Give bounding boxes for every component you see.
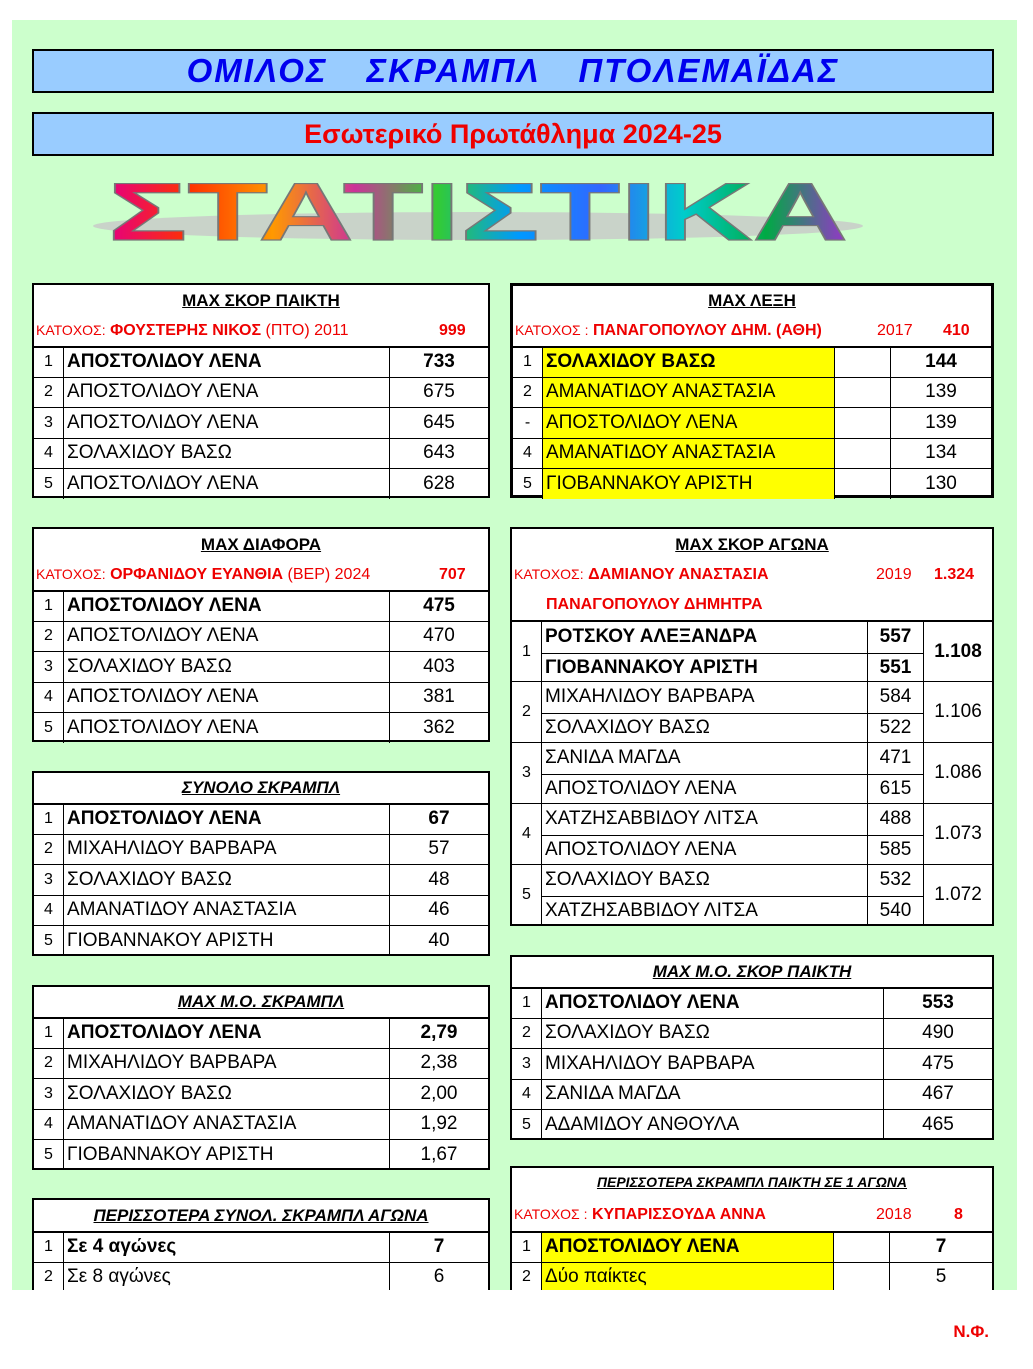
record-holder: ΚΑΤΟΧΟΣ : ΠΑΝΑΓΟΠΟΥΛΟΥ ΔΗΜ. (ΑΘΗ) [515,322,822,339]
player-name-cell: ΑΠΟΣΤΟΛΙΔΟΥ ΛΕΝΑ [542,835,868,866]
name-cell: ΑΜΑΝΑΤΙΔΟΥ ΑΝΑΣΤΑΣΙΑ [543,378,835,408]
name-cell: ΑΠΟΣΤΟΛΙΔΟΥ ΛΕΝΑ [64,469,390,499]
player-name-cell: ΣΟΛΑΧΙΔΟΥ ΒΑΣΩ [542,713,868,744]
rank-cell: 5 [34,713,64,743]
table-total-scrabbles [32,771,490,956]
rank-cell: 3 [34,652,64,682]
name-cell: ΑΠΟΣΤΟΛΙΔΟΥ ΛΕΝΑ [64,592,390,621]
table-row [34,651,488,682]
record-year: 2018 [876,1206,912,1223]
record-value: 410 [943,322,970,339]
name-cell: ΜΙΧΑΗΛΙΔΟΥ ΒΑΡΒΑΡΑ [64,1049,390,1079]
table-title: ΜΑΧ ΛΕΞΗ [708,291,796,310]
table-row [512,987,992,1018]
record-value: 8 [954,1206,963,1223]
empty-cell [835,348,891,377]
name-cell: ΣΟΛΑΧΙΔΟΥ ΒΑΣΩ [543,348,835,377]
player-name-cell: ΡΟΤΣΚΟΥ ΑΛΕΞΑΝΔΡΑ [542,622,868,653]
record-value: 707 [439,566,466,583]
name-cell: ΣΑΝΙΔΑ ΜΑΓΔΑ [542,1080,884,1110]
table-row [34,590,488,621]
rank-cell: 5 [34,926,64,956]
value-cell: 675 [423,381,455,403]
player-score-cell: 522 [868,713,924,744]
value-cell: 645 [423,411,455,433]
word-art-text: ΣΤΑΤΙΣΤΙΚΑ [108,170,848,256]
table-max-avg-player-score [510,955,994,1140]
rank-cell: 1 [34,348,64,377]
name-cell: ΑΠΟΣΤΟΛΙΔΟΥ ΛΕΝΑ [64,378,390,408]
signature: Ν.Φ. [953,1322,989,1341]
table-row [34,1078,488,1109]
table-row [34,468,488,499]
rank-cell: 1 [512,1233,542,1262]
rank-cell: 3 [34,408,64,438]
value-cell: 362 [423,716,455,738]
rank-cell: 1 [512,622,542,681]
table-row [34,1017,488,1048]
value-cell: 628 [423,472,455,494]
table-row [34,682,488,713]
club-title: ΟΜΙΛΟΣ ΣΚΡΑΜΠΛ ΠΤΟΛΕΜΑΪΔΑΣ [32,49,994,93]
player-name-cell: ΣΟΛΑΧΙΔΟΥ ΒΑΣΩ [542,865,868,896]
table-row [512,1109,992,1140]
rank-cell: 4 [34,439,64,469]
table-title: ΜΑΧ Μ.Ο. ΣΚΟΡ ΠΑΙΚΤΗ [652,962,852,981]
table-row [34,925,488,956]
rank-cell: 3 [512,1049,542,1079]
empty-cell [835,408,891,438]
value-cell: 134 [925,442,957,464]
table-row [512,1231,992,1262]
table-title: ΜΑΧ ΔΙΑΦΟΡΑ [200,535,322,554]
table-row [512,1079,992,1110]
table-max-word [510,283,994,498]
rank-cell: 5 [512,1110,542,1140]
value-cell: 5 [935,1266,947,1288]
rank-cell: 5 [34,469,64,499]
game-group [512,864,992,925]
value-cell: 46 [428,899,450,921]
name-cell: ΑΠΟΣΤΟΛΙΔΟΥ ΛΕΝΑ [64,683,390,713]
name-cell: ΣΟΛΑΧΙΔΟΥ ΒΑΣΩ [64,439,390,469]
name-cell: ΑΜΑΝΑΤΙΔΟΥ ΑΝΑΣΤΑΣΙΑ [64,1110,390,1140]
player-score-cell: 532 [868,865,924,896]
table-row [512,1048,992,1079]
table-title: ΣΥΝΟΛΟ ΣΚΡΑΜΠΛ [181,778,341,797]
value-cell: 465 [922,1113,954,1135]
table-row [34,438,488,469]
player-name-cell: ΧΑΤΖΗΣΑΒΒΙΔΟΥ ΛΙΤΣΑ [542,804,868,835]
rank-cell: 1 [34,1233,64,1262]
value-cell: 7 [433,1236,445,1258]
rank-cell: 2 [34,378,64,408]
value-cell: 475 [922,1052,954,1074]
game-group [512,742,992,803]
name-cell: Σε 4 αγώνες [64,1233,390,1262]
value-cell: 1,92 [420,1113,458,1135]
name-cell: ΑΜΑΝΑΤΙΔΟΥ ΑΝΑΣΤΑΣΙΑ [64,896,390,926]
table-row [34,1048,488,1079]
pair-total-cell: 1.073 [934,823,982,844]
player-score-cell: 584 [868,682,924,713]
table-row [513,346,991,377]
table-row [34,377,488,408]
player-score-cell: 557 [868,622,924,653]
value-cell: 130 [925,472,957,494]
table-row [513,407,991,438]
value-cell: 553 [922,992,954,1014]
record-value: 1.324 [934,566,975,583]
table-row [34,621,488,652]
name-cell: ΑΠΟΣΤΟΛΙΔΟΥ ΛΕΝΑ [542,989,884,1018]
player-name-cell: ΑΠΟΣΤΟΛΙΔΟΥ ΛΕΝΑ [542,774,868,805]
rank-cell: - [513,408,543,438]
record-value: 999 [439,322,466,339]
rank-cell: 5 [512,865,542,925]
table-title: ΠΕΡΙΣΣΟΤΕΡΑ ΣΥΝΟΛ. ΣΚΡΑΜΠΛ ΑΓΩΝΑ [93,1206,429,1225]
pair-total-cell: 1.086 [934,762,982,783]
empty-cell [834,1233,890,1262]
table-row [34,1231,488,1262]
rank-cell: 2 [34,1049,64,1079]
table-row [512,1262,992,1293]
player-name-cell: ΧΑΤΖΗΣΑΒΒΙΔΟΥ ΛΙΤΣΑ [542,896,868,927]
rank-cell: 5 [513,469,543,499]
table-row [513,468,991,499]
value-cell: 2,79 [420,1022,458,1044]
rank-cell: 3 [34,1079,64,1109]
value-cell: 467 [922,1083,954,1105]
record-year: 2017 [877,322,913,339]
value-cell: 6 [433,1266,445,1288]
table-title: ΜΑΧ Μ.Ο. ΣΚΡΑΜΠΛ [177,992,345,1011]
rank-cell: 2 [513,378,543,408]
name-cell: ΜΙΧΑΗΛΙΔΟΥ ΒΑΡΒΑΡΑ [64,835,390,865]
name-cell: ΣΟΛΑΧΙΔΟΥ ΒΑΣΩ [64,865,390,895]
value-cell: 2,00 [420,1082,458,1104]
name-cell: ΑΠΟΣΤΟΛΙΔΟΥ ΛΕΝΑ [64,805,390,834]
rank-cell: 2 [34,1263,64,1293]
value-cell: 733 [423,351,455,373]
table-row [34,864,488,895]
table-row [34,712,488,743]
record-holder: ΚΑΤΟΧΟΣ : ΚΥΠΑΡΙΣΣΟΥΔΑ ΑΝΝΑ [514,1206,766,1223]
player-score-cell: 585 [868,835,924,866]
value-cell: 2,38 [420,1052,458,1074]
record-year: 2019 [876,566,912,583]
pair-total-cell: 1.106 [934,701,982,722]
table-row [34,895,488,926]
game-group [512,620,992,681]
pair-total-cell: 1.072 [934,884,982,905]
name-cell: ΓΙΟΒΑΝΝΑΚΟΥ ΑΡΙΣΤΗ [543,469,835,499]
value-cell: 490 [922,1022,954,1044]
value-cell: 144 [925,351,957,373]
rank-cell: 2 [34,835,64,865]
name-cell: Σε 8 αγώνες [64,1263,390,1293]
rank-cell: 2 [34,622,64,652]
name-cell: ΣΟΛΑΧΙΔΟΥ ΒΑΣΩ [542,1019,884,1049]
table-title: ΜΑΧ ΣΚΟΡ ΠΑΙΚΤΗ [182,291,340,310]
table-max-difference [32,527,490,742]
rank-cell: 1 [34,592,64,621]
name-cell: ΑΠΟΣΤΟΛΙΔΟΥ ΛΕΝΑ [64,622,390,652]
table-row [512,1018,992,1049]
record-holder: ΚΑΤΟΧΟΣ: ΔΑΜΙΑΝΟΥ ΑΝΑΣΤΑΣΙΑ [514,566,769,583]
name-cell: ΜΙΧΑΗΛΙΔΟΥ ΒΑΡΒΑΡΑ [542,1049,884,1079]
record-holder: ΚΑΤΟΧΟΣ: ΟΡΦΑΝΙΔΟΥ ΕΥΑΝΘΙΑ (ΒΕΡ) 2024 [36,566,371,583]
rank-cell: 3 [34,865,64,895]
name-cell: ΑΜΑΝΑΤΙΔΟΥ ΑΝΑΣΤΑΣΙΑ [543,439,835,469]
player-score-cell: 540 [868,896,924,927]
rank-cell: 2 [512,1019,542,1049]
rank-cell: 1 [34,805,64,834]
game-group [512,803,992,864]
name-cell: Δύο παίκτες [542,1263,834,1293]
page-bottom-margin [0,1290,1033,1369]
empty-cell [835,439,891,469]
rank-cell: 1 [512,989,542,1018]
value-cell: 139 [925,411,957,433]
name-cell: ΑΠΟΣΤΟΛΙΔΟΥ ΛΕΝΑ [64,348,390,377]
empty-cell [834,1263,890,1293]
rank-cell: 4 [34,1110,64,1140]
game-score-groups [512,620,992,926]
value-cell: 475 [423,595,455,617]
record-holder: ΚΑΤΟΧΟΣ: ΦΟΥΣΤΕΡΗΣ ΝΙΚΟΣ (ΠΤΟ) 2011 [36,322,349,339]
pair-total-cell: 1.108 [934,640,982,662]
rank-cell: 2 [512,1263,542,1293]
table-most-player-scrabbles-game [510,1166,994,1296]
name-cell: ΑΠΟΣΤΟΛΙΔΟΥ ΛΕΝΑ [64,1019,390,1048]
table-row [34,1139,488,1170]
value-cell: 57 [428,838,450,860]
table-title: ΜΑΧ ΣΚΟΡ ΑΓΩΝΑ [675,535,829,554]
game-group [512,681,992,742]
player-name-cell: ΣΑΝΙΔΑ ΜΑΓΔΑ [542,743,868,774]
value-cell: 381 [423,686,455,708]
value-cell: 470 [423,625,455,647]
table-row [34,834,488,865]
name-cell: ΣΟΛΑΧΙΔΟΥ ΒΑΣΩ [64,1079,390,1109]
table-row [34,1262,488,1293]
name-cell: ΑΔΑΜΙΔΟΥ ΑΝΘΟΥΛΑ [542,1110,884,1140]
table-row [34,1109,488,1140]
name-cell: ΣΟΛΑΧΙΔΟΥ ΒΑΣΩ [64,652,390,682]
rank-cell: 4 [512,1080,542,1110]
table-title: ΠΕΡΙΣΣΟΤΕΡΑ ΣΚΡΑΜΠΛ ΠΑΙΚΤΗ ΣΕ 1 ΑΓΩΝΑ [596,1174,908,1190]
table-max-player-score [32,283,490,498]
value-cell: 1,67 [420,1143,458,1165]
table-row [34,346,488,377]
rank-cell: 1 [34,1019,64,1048]
value-cell: 7 [935,1236,947,1258]
table-row [34,803,488,834]
table-most-total-scrabbles-game [32,1198,490,1296]
value-cell: 643 [423,442,455,464]
rank-cell: 3 [512,743,542,803]
name-cell: ΓΙΟΒΑΝΝΑΚΟΥ ΑΡΙΣΤΗ [64,926,390,956]
value-cell: 40 [428,929,450,951]
name-cell: ΑΠΟΣΤΟΛΙΔΟΥ ΛΕΝΑ [64,408,390,438]
value-cell: 403 [423,655,455,677]
rank-cell: 4 [34,683,64,713]
player-score-cell: 615 [868,774,924,805]
rank-cell: 4 [513,439,543,469]
player-name-cell: ΓΙΟΒΑΝΝΑΚΟΥ ΑΡΙΣΤΗ [542,653,868,684]
player-name-cell: ΜΙΧΑΗΛΙΔΟΥ ΒΑΡΒΑΡΑ [542,682,868,713]
name-cell: ΑΠΟΣΤΟΛΙΔΟΥ ΛΕΝΑ [543,408,835,438]
player-score-cell: 488 [868,804,924,835]
empty-cell [835,469,891,499]
table-row [513,438,991,469]
value-cell: 139 [925,381,957,403]
value-cell: 48 [428,868,450,890]
rank-cell: 2 [512,682,542,742]
record-holder-partner: ΠΑΝΑΓΟΠΟΥΛΟΥ ΔΗΜΗΤΡΑ [546,596,763,613]
empty-cell [835,378,891,408]
player-score-cell: 471 [868,743,924,774]
championship-title: Εσωτερικό Πρωτάθλημα 2024-25 [32,112,994,156]
table-row [34,407,488,438]
statistics-word-art [88,170,868,256]
table-max-game-score [510,527,994,926]
rank-cell: 4 [34,896,64,926]
player-score-cell: 551 [868,653,924,684]
rank-cell: 5 [34,1140,64,1170]
rank-cell: 4 [512,804,542,864]
name-cell: ΑΠΟΣΤΟΛΙΔΟΥ ΛΕΝΑ [64,713,390,743]
rank-cell: 1 [513,348,543,377]
value-cell: 67 [428,808,450,830]
name-cell: ΓΙΟΒΑΝΝΑΚΟΥ ΑΡΙΣΤΗ [64,1140,390,1170]
name-cell: ΑΠΟΣΤΟΛΙΔΟΥ ΛΕΝΑ [542,1233,834,1262]
table-row [513,377,991,408]
table-max-avg-scrabbles [32,985,490,1170]
